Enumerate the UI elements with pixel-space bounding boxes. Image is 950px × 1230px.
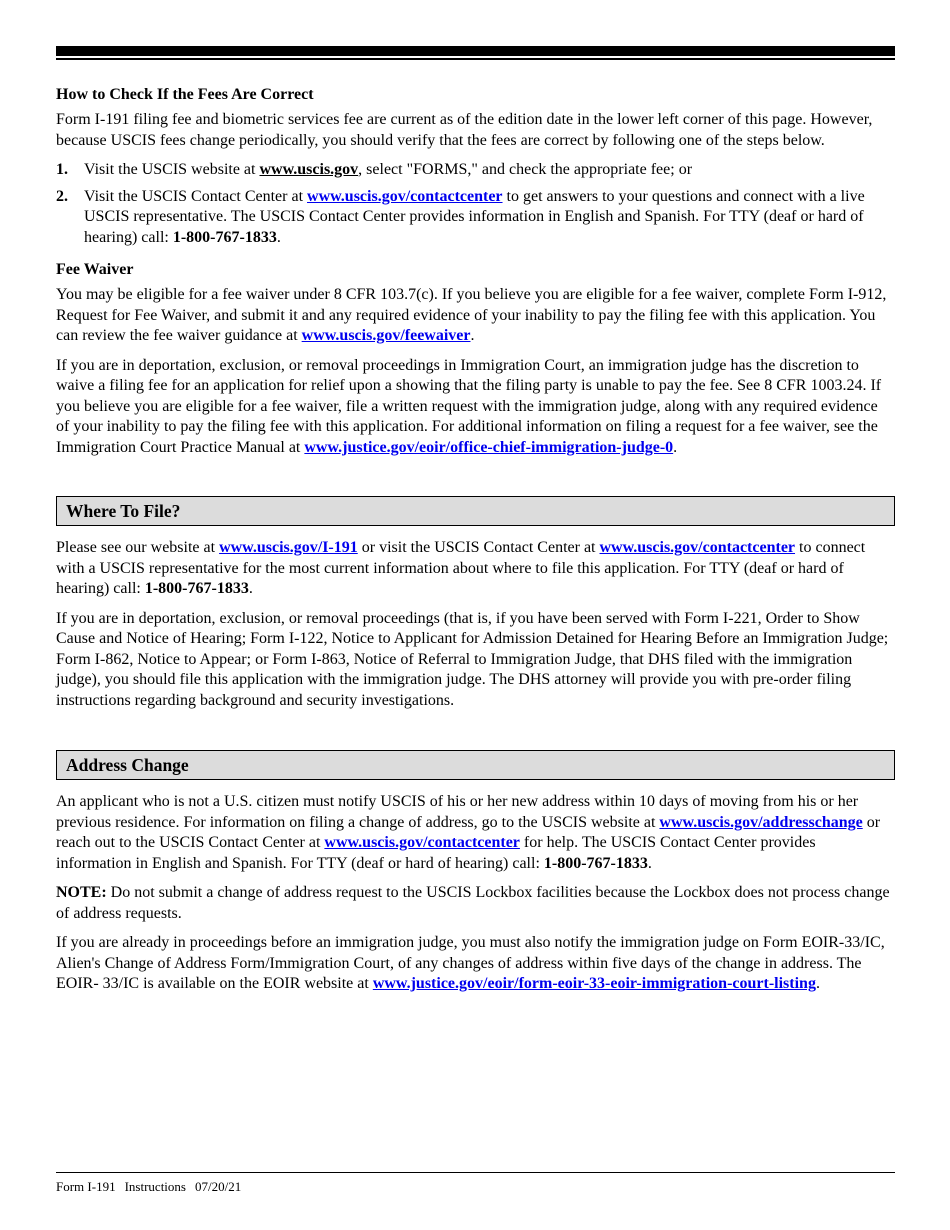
where-to-file-paragraph: Please see our website at www.uscis.gov/I-191 or visit the USCIS Contact Center at www.uscis.gov/contactcenter to connect with a USCIS representative for the most current information about where to file this application. For TTY (deaf or hard of hearing) call: 1-800-767-1833. <box>56 539 866 597</box>
eoir-form-link[interactable]: www.justice.gov/eoir/form-eoir-33-eoir-immigration-court-listing <box>372 975 816 992</box>
fee-waiver-heading: Fee Waiver <box>56 261 134 278</box>
where-to-file-heading: Where To File? <box>56 496 895 526</box>
footer-rule <box>56 1172 895 1173</box>
contact-center-link[interactable]: www.uscis.gov/contactcenter <box>324 834 520 851</box>
footer-edition: 07/20/21 <box>194 1179 242 1194</box>
top-thin-rule <box>56 58 895 60</box>
address-change-heading: Address Change <box>56 750 895 780</box>
step-text: Visit the USCIS website at www.uscis.gov, select "FORMS," and check the appropriate fee; or <box>84 161 693 178</box>
address-change-paragraph: An applicant who is not a U.S. citizen must notify USCIS of his or her new address within 10 days of moving from his or her previous residence. For information on filing a change of address, go to the USCIS website at www.uscis.gov/addresschange or reach out to the USCIS Contact Center at www.uscis.gov/contactcenter for help. The USCIS Contact Center provides information in English and Spanish. For TTY (deaf or hard of hearing) call: 1-800-767-1833. <box>56 793 881 872</box>
address-change-link[interactable]: www.uscis.gov/addresschange <box>659 813 863 831</box>
footer-label: Instructions <box>124 1179 186 1194</box>
step-number: 2. <box>56 187 68 205</box>
note-label: NOTE: <box>56 884 107 901</box>
fees-heading: How to Check If the Fees Are Correct <box>56 86 314 103</box>
step-number: 1. <box>56 161 68 178</box>
list-item <box>56 160 895 181</box>
proceedings-paragraph: If you are in deportation, exclusion, or removal proceedings (that is, if you have been served with Form I-221, Order to Show Cause and Notice of Hearing; Form I-122, Notice to Applicant for Admission Detained for Hearing Before an Immigration Judge; Form I-862, Notice to Appear; or Form I-863, Notice of Referral to Immigration Judge, that DHS filed with the immigration judge), you should file this application with the immigration judge. The DHS attorney will provide you with pre-order filing instructions regarding background and security investigations. <box>56 609 889 709</box>
footer-form-name: Form I-191 <box>56 1179 116 1194</box>
contact-center-link[interactable]: www.uscis.gov/contactcenter <box>307 187 503 205</box>
eoir-paragraph: If you are already in proceedings before an immigration judge, you must also notify the immigration judge on Form EOIR-33/IC, Alien's Change of Address Form/Immigration Court, of any changes of address within five days of the change in address. The EOIR- 33/IC is available on the EOIR website at www.justice.gov/eoir/form-eoir-33-eoir-immigration-court-listing. <box>56 934 885 992</box>
fee-check-steps <box>56 160 895 248</box>
document-body <box>56 84 895 1004</box>
uscis-website-link[interactable]: www.uscis.gov <box>259 161 359 178</box>
immigration-court-waiver-paragraph: If you are in deportation, exclusion, or removal proceedings in Immigration Court, an immigration judge has the discretion to waive a filing fee for an application for relief upon a showing that the filing party is unable to pay the fee. See 8 CFR 1003.24. If you believe you are eligible for a fee waiver, file a written request with the immigration judge, along with any required evidence of your inability to pay the filing fee with this application. For additional information on filing a request for a fee waiver, see the Immigration Court Practice Manual at www.justice.gov/eoir/office-chief-immigration-judge-0. <box>56 356 882 456</box>
page-footer <box>56 1179 250 1195</box>
list-item <box>56 187 895 249</box>
tty-phone: 1-800-767-1833 <box>144 580 249 597</box>
step-text: Visit the USCIS Contact Center at www.uscis.gov/contactcenter to get answers to your questions and connect with a live USCIS representative. The USCIS Contact Center provides information in English and Spanish. For TTY (deaf or hard of hearing) call: 1-800-767-1833. <box>84 187 865 246</box>
fees-intro: Form I-191 filing fee and biometric services fee are current as of the edition date in the lower left corner of this page. However, because USCIS fees change periodically, you should verify that the fees are correct by following one of the steps below. <box>56 111 873 149</box>
top-thick-rule <box>56 46 895 56</box>
fee-waiver-link[interactable]: www.uscis.gov/feewaiver <box>301 327 471 344</box>
contact-center-link[interactable]: www.uscis.gov/contactcenter <box>599 539 796 556</box>
tty-phone: 1-800-767-1833 <box>543 854 648 872</box>
fee-waiver-paragraph: You may be eligible for a fee waiver under 8 CFR 103.7(c). If you believe you are eligible for a fee waiver, complete Form I-912, Request for Fee Waiver, and submit it and any required evidence of your inability to pay the filing fee with this application. You can review the fee waiver guidance at www.uscis.gov/feewaiver. <box>56 286 887 344</box>
i191-page-link[interactable]: www.uscis.gov/I-191 <box>219 539 358 556</box>
practice-manual-link[interactable]: www.justice.gov/eoir/office-chief-immigration-judge-0 <box>304 438 674 456</box>
note-paragraph: NOTE: Do not submit a change of address request to the USCIS Lockbox facilities because the Lockbox does not process change of address requests. <box>56 884 890 922</box>
tty-phone: 1-800-767-1833 <box>172 228 277 246</box>
